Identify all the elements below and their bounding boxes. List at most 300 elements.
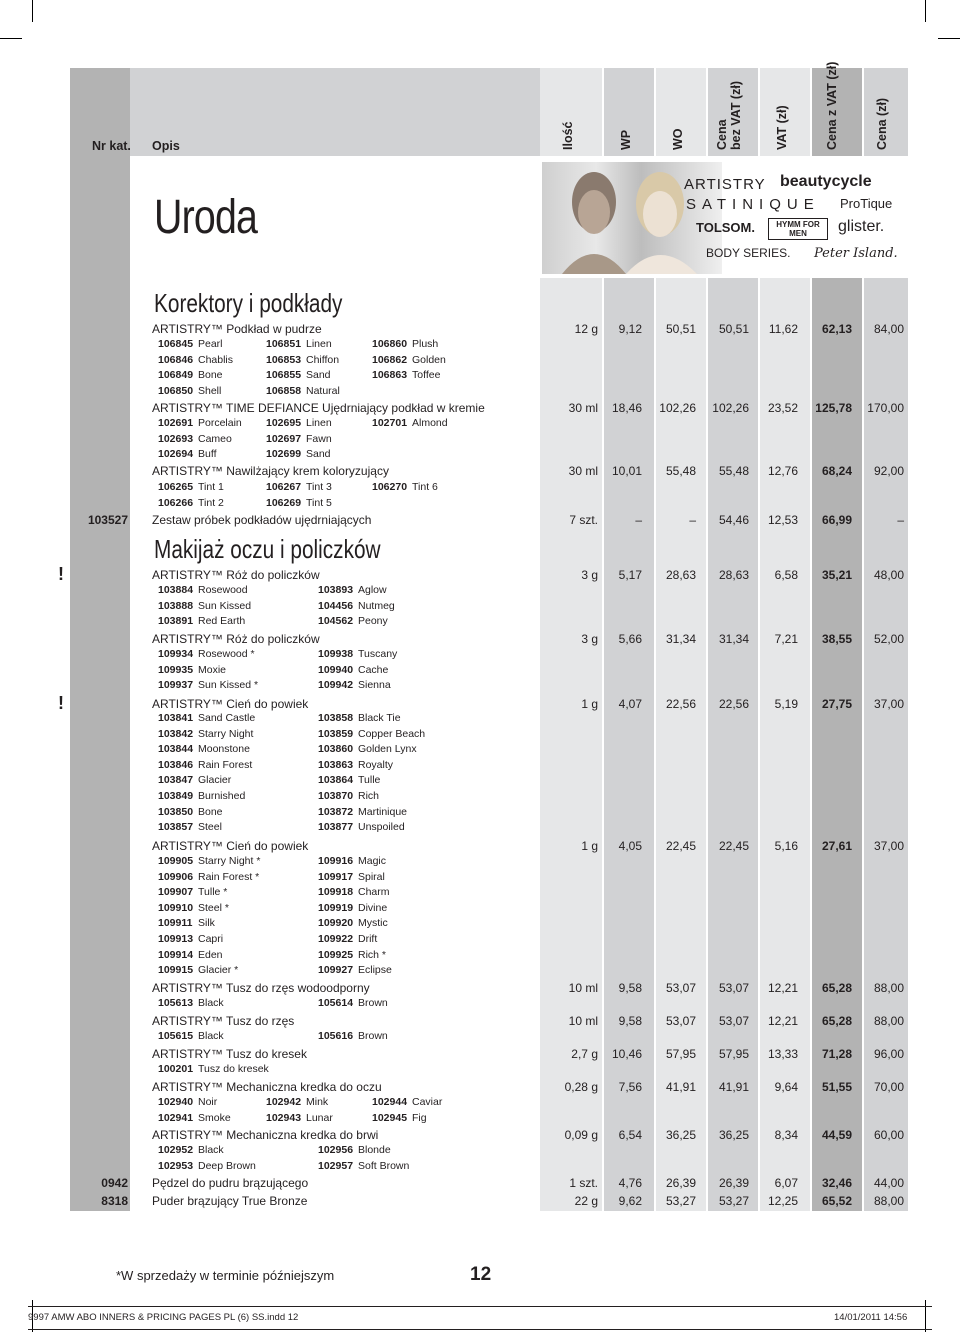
opis-header-bg — [130, 68, 540, 156]
shade-code: 105614 — [318, 997, 354, 1009]
warning-marker: ! — [58, 564, 64, 584]
product-wp: 5,17 — [618, 568, 642, 582]
shade-name: Unspoiled — [358, 821, 405, 834]
shade-code: 103872 — [318, 805, 354, 818]
brand-satinique: SATINIQUE — [686, 196, 820, 213]
product-wo: 53,07 — [665, 1014, 696, 1028]
product-gross: 68,24 — [821, 464, 852, 478]
product-wp: 10,46 — [611, 1047, 642, 1061]
shade-name: Eclipse — [358, 964, 392, 977]
shade-name: Mystic — [358, 917, 388, 930]
product-vat: 5,16 — [774, 839, 798, 853]
section-makijaz: Makijaż oczu i policzków — [154, 534, 381, 564]
product-wp: 6,54 — [618, 1128, 642, 1142]
shade-code: 109914 — [158, 948, 194, 961]
product-price: 44,00 — [873, 1176, 904, 1190]
shade-name: Tint 3 — [306, 481, 332, 493]
product-vat: 12,25 — [767, 1194, 798, 1208]
product-wo: 53,27 — [665, 1194, 696, 1208]
shade-name: Steel — [198, 821, 222, 834]
shade-name: Almond — [412, 417, 448, 429]
shade-name: Rain Forest — [198, 758, 253, 771]
product-vat: 13,33 — [767, 1047, 798, 1061]
product-name: ARTISTRY™ Cień do powiek — [152, 697, 309, 711]
shade-code: 102942 — [266, 1096, 302, 1108]
product-net: 22,56 — [718, 697, 749, 711]
shade-name: Sand Castle — [198, 712, 256, 724]
shade-name: Aglow — [358, 584, 387, 596]
product-gross: 66,99 — [821, 513, 852, 527]
brand-logos — [660, 162, 908, 274]
product-name: ARTISTRY™ Podkład w pudrze — [152, 322, 322, 336]
shade-code: 109922 — [318, 933, 354, 945]
shade-name: Bone — [198, 369, 223, 382]
shade-name: Sand — [306, 369, 331, 382]
warning-marker: ! — [58, 693, 64, 713]
shade-name: Tuscany — [358, 648, 398, 660]
slug-date: 14/01/2011 14:56 — [834, 1312, 908, 1323]
brand-peter-island: Peter Island. — [814, 246, 898, 261]
shade-code: 106849 — [158, 369, 194, 382]
shade-code: 102957 — [318, 1159, 354, 1172]
product-row — [0, 632, 960, 648]
shade-name: Brown — [358, 997, 388, 1009]
shade-code: 103849 — [158, 790, 194, 802]
shade-name: Natural — [306, 384, 340, 397]
shade-code: 109910 — [158, 901, 194, 914]
shade-name: Black Tie — [358, 712, 401, 724]
shade-code: 102956 — [318, 1144, 354, 1156]
brand-tolsom: TOLSOM. — [696, 220, 755, 235]
shade-code: 102693 — [158, 432, 194, 445]
product-row — [0, 1176, 960, 1192]
product-net: 54,46 — [718, 513, 749, 527]
shade-code: 104456 — [318, 599, 354, 612]
shade-code: 103847 — [158, 774, 194, 787]
product-row — [0, 697, 960, 713]
product-price: 170,00 — [867, 401, 904, 415]
product-net: 28,63 — [718, 568, 749, 582]
shade-name: Sun Kissed — [198, 599, 252, 612]
section-korektory: Korektory i podkłady — [154, 288, 343, 318]
brand-protique: ProTique — [840, 196, 893, 211]
product-wo: 31,34 — [665, 632, 696, 646]
shade-code: 103888 — [158, 599, 194, 612]
page-number: 12 — [470, 1264, 492, 1285]
product-price: 48,00 — [873, 568, 904, 582]
product-wp: 7,56 — [618, 1080, 642, 1094]
shade-code: 105615 — [158, 1030, 194, 1042]
product-qty: 30 ml — [568, 464, 598, 478]
shade-code: 106858 — [266, 384, 302, 397]
product-net: 41,91 — [718, 1080, 749, 1094]
shade-code: 102943 — [266, 1111, 302, 1124]
product-qty: 2,7 g — [571, 1047, 598, 1061]
product-gross: 32,46 — [821, 1176, 852, 1190]
shade-code: 105613 — [158, 997, 194, 1009]
shade-code: 103893 — [318, 584, 354, 596]
shade-code: 109916 — [318, 855, 354, 867]
shade-name: Drift — [358, 933, 378, 945]
shade-code: 103863 — [318, 758, 354, 771]
shade-code: 103877 — [318, 821, 354, 834]
shade-name: Linen — [306, 417, 332, 429]
shade-name: Smoke — [198, 1111, 231, 1124]
product-qty: 1 g — [581, 697, 598, 711]
shade-code: 109927 — [318, 964, 354, 977]
shade-code: 109940 — [318, 663, 354, 676]
shade-name: Tulle — [358, 774, 381, 787]
product-name: ARTISTRY™ Mechaniczna kredka do brwi — [152, 1128, 379, 1142]
product-wo: 50,51 — [665, 322, 696, 336]
header-ilosc: Ilość — [561, 121, 575, 150]
header-cena-bez-vat-2: bez VAT (zł) — [729, 81, 743, 150]
product-wp: 9,62 — [618, 1194, 642, 1208]
product-qty: 10 ml — [568, 981, 598, 995]
product-price: 84,00 — [873, 322, 904, 336]
shade-name: Tint 6 — [412, 481, 438, 493]
shade-name: Mink — [306, 1096, 329, 1108]
shade-name: Copper Beach — [358, 727, 426, 740]
product-price: – — [897, 513, 904, 527]
shade-code: 102952 — [158, 1144, 194, 1156]
product-row — [0, 568, 960, 584]
shade-code: 102697 — [266, 432, 302, 445]
product-name: ARTISTRY™ Róż do policzków — [152, 632, 320, 646]
page-title: Uroda — [154, 191, 258, 244]
product-gross: 71,28 — [821, 1047, 852, 1061]
product-wo: 28,63 — [665, 568, 696, 582]
shade-code: 103858 — [318, 712, 354, 724]
shade-code: 109907 — [158, 886, 194, 899]
product-gross: 65,28 — [821, 1014, 852, 1028]
shade-name: Rich * — [358, 948, 387, 961]
shade-name: Pearl — [198, 338, 223, 350]
shade-code: 109918 — [318, 886, 354, 899]
header-cena-bez-vat-1: Cena — [715, 119, 729, 150]
product-qty: 7 szt. — [569, 513, 598, 527]
shade-name: Glacier * — [198, 964, 239, 977]
product-price: 60,00 — [873, 1128, 904, 1142]
shade-code: 103842 — [158, 727, 194, 740]
shade-name: Moxie — [198, 663, 227, 676]
shade-code: 103844 — [158, 743, 194, 756]
shade-code: 106265 — [158, 481, 194, 493]
product-name: Pędzel do pudru brązującego — [152, 1176, 309, 1190]
shade-code: 106853 — [266, 353, 302, 366]
product-wo: 102,26 — [659, 401, 696, 415]
brand-glister: glister. — [838, 218, 885, 235]
shade-code: 106851 — [266, 338, 302, 350]
shade-code: 106862 — [372, 353, 408, 366]
product-vat: 23,52 — [767, 401, 798, 415]
shade-name: Nutmeg — [358, 599, 395, 612]
shade-code: 103860 — [318, 743, 354, 756]
product-name: Zestaw próbek podkładów ujędrniających — [152, 513, 372, 527]
shade-name: Porcelain — [198, 417, 242, 429]
product-name: ARTISTRY™ Tusz do kresek — [152, 1047, 307, 1061]
shade-code: 106845 — [158, 338, 194, 350]
shade-code: 109942 — [318, 679, 354, 692]
product-vat: 12,21 — [767, 1014, 798, 1028]
product-gross: 35,21 — [821, 568, 852, 582]
shade-code: 102941 — [158, 1111, 194, 1124]
shade-name: Tint 5 — [306, 496, 332, 509]
product-wo: 53,07 — [665, 981, 696, 995]
shade-code: 106860 — [372, 338, 408, 350]
product-qty: 12 g — [574, 322, 598, 336]
shade-code: 109917 — [318, 870, 354, 883]
product-name: ARTISTRY™ Tusz do rzęs wodoodporny — [152, 981, 370, 995]
shade-code: 102695 — [266, 417, 302, 429]
shade-code: 102694 — [158, 448, 194, 461]
shade-code: 109935 — [158, 663, 194, 676]
product-vat: 6,07 — [774, 1176, 798, 1190]
product-vat: 6,58 — [774, 568, 798, 582]
product-wo: 26,39 — [665, 1176, 696, 1190]
product-net: 53,07 — [718, 1014, 749, 1028]
shade-name: Brown — [358, 1030, 388, 1042]
product-row — [0, 981, 960, 997]
header-wo: WO — [671, 128, 685, 150]
product-gross: 65,52 — [821, 1194, 852, 1208]
product-price: 88,00 — [873, 1014, 904, 1028]
product-name: ARTISTRY™ Cień do powiek — [152, 839, 309, 853]
product-wo: – — [689, 513, 696, 527]
product-vat: 8,34 — [774, 1128, 798, 1142]
header-cena: Cena (zł) — [875, 97, 889, 150]
brand-artistry: ARTISTRY — [684, 176, 766, 193]
product-wp: 9,58 — [618, 981, 642, 995]
shade-code: 106863 — [372, 369, 408, 382]
shade-name: Caviar — [412, 1096, 443, 1108]
product-net: 55,48 — [718, 464, 749, 478]
product-wo: 22,45 — [665, 839, 696, 853]
product-net: 36,25 — [718, 1128, 749, 1142]
footnote: *W sprzedaży w terminie późniejszym — [116, 1268, 335, 1283]
product-price: 37,00 — [873, 697, 904, 711]
shade-code: 102691 — [158, 417, 194, 429]
shade-code: 109915 — [158, 964, 194, 977]
shade-code: 109919 — [318, 901, 354, 914]
product-row — [0, 322, 960, 338]
shade-code: 102953 — [158, 1159, 194, 1172]
product-name: ARTISTRY™ TIME DEFIANCE Ujędrniający podkład w kremie — [152, 401, 485, 415]
shade-code: 106269 — [266, 496, 302, 509]
shade-code: 109937 — [158, 679, 194, 692]
product-row — [0, 1014, 960, 1030]
shade-code: 103857 — [158, 821, 194, 834]
product-gross: 27,75 — [821, 697, 852, 711]
shade-name: Fig — [412, 1111, 427, 1124]
product-wp: 9,12 — [618, 322, 642, 336]
product-wo: 57,95 — [665, 1047, 696, 1061]
brand-body-series: BODY SERIES. — [706, 246, 791, 260]
shade-name: Red Earth — [198, 615, 246, 628]
product-vat: 12,53 — [767, 513, 798, 527]
shade-name: Deep Brown — [198, 1159, 256, 1172]
shade-name: Silk — [198, 917, 215, 930]
shade-code: 103884 — [158, 584, 194, 596]
product-name: Puder brązujący True Bronze — [152, 1194, 308, 1208]
shade-code: 104562 — [318, 615, 354, 628]
shade-code: 103864 — [318, 774, 354, 787]
product-name: ARTISTRY™ Nawilżający krem koloryzujący — [152, 464, 389, 478]
product-row — [0, 1128, 960, 1144]
shade-name: Plush — [412, 338, 439, 350]
shade-name: Bone — [198, 805, 223, 818]
product-net: 53,07 — [718, 981, 749, 995]
product-price: 52,00 — [873, 632, 904, 646]
product-vat: 5,19 — [774, 697, 798, 711]
product-wp: 18,46 — [611, 401, 642, 415]
shade-name: Blonde — [358, 1144, 391, 1156]
shade-code: 106267 — [266, 481, 302, 493]
shade-code: 106846 — [158, 353, 194, 366]
product-vat: 7,21 — [774, 632, 798, 646]
product-nr: 0942 — [101, 1176, 128, 1190]
shade-code: 102945 — [372, 1111, 408, 1124]
shade-code: 109938 — [318, 648, 354, 660]
shade-name: Moonstone — [198, 743, 250, 756]
shade-name: Tusz do kresek — [198, 1063, 269, 1075]
product-price: 92,00 — [873, 464, 904, 478]
shade-name: Charm — [358, 886, 390, 899]
product-wo: 41,91 — [665, 1080, 696, 1094]
crop-mark — [938, 38, 960, 39]
product-row — [0, 839, 960, 855]
shade-name: Tint 2 — [198, 496, 224, 509]
shade-code: 103846 — [158, 758, 194, 771]
shade-name: Soft Brown — [358, 1159, 410, 1172]
product-qty: 0,09 g — [564, 1128, 598, 1142]
product-qty: 10 ml — [568, 1014, 598, 1028]
shade-code: 109934 — [158, 648, 194, 660]
shade-name: Golden Lynx — [358, 743, 417, 756]
product-gross: 125,78 — [815, 401, 852, 415]
header-opis: Opis — [152, 139, 180, 153]
product-qty: 3 g — [581, 632, 598, 646]
product-qty: 0,28 g — [564, 1080, 598, 1094]
product-nr: 8318 — [101, 1194, 128, 1208]
product-name: ARTISTRY™ Tusz do rzęs — [152, 1014, 295, 1028]
header-cena-z-vat: Cena z VAT (zł) — [825, 61, 839, 150]
product-vat: 9,64 — [774, 1080, 798, 1094]
shade-name: Lunar — [306, 1111, 333, 1124]
shade-name: Rosewood * — [198, 648, 255, 660]
product-row — [0, 513, 960, 529]
shade-name: Black — [198, 1144, 224, 1156]
shade-name: Tint 1 — [198, 481, 224, 493]
shade-name: Starry Night — [198, 727, 254, 740]
shade-code: 105616 — [318, 1030, 354, 1042]
shade-name: Glacier — [198, 774, 232, 787]
shade-name: Spiral — [358, 870, 385, 883]
shade-code: 109911 — [158, 917, 193, 930]
shade-code: 102944 — [372, 1096, 408, 1108]
shade-name: Shell — [198, 384, 222, 397]
shade-name: Chablis — [198, 353, 234, 366]
product-gross: 65,28 — [821, 981, 852, 995]
shade-code: 109905 — [158, 855, 194, 867]
shade-name: Rain Forest * — [198, 870, 260, 883]
shade-code: 102701 — [372, 417, 408, 429]
shade-name: Sun Kissed * — [198, 679, 259, 692]
shade-name: Cache — [358, 663, 389, 676]
product-qty: 30 ml — [568, 401, 598, 415]
brand-beautycycle: beautycycle — [780, 173, 872, 190]
product-wp: 4,76 — [618, 1176, 642, 1190]
product-net: 22,45 — [718, 839, 749, 853]
product-price: 88,00 — [873, 1194, 904, 1208]
shade-code: 106850 — [158, 384, 194, 397]
product-wp: – — [635, 513, 642, 527]
product-gross: 44,59 — [821, 1128, 852, 1142]
product-net: 53,27 — [718, 1194, 749, 1208]
product-gross: 38,55 — [821, 632, 852, 646]
shade-name: Royalty — [358, 758, 394, 771]
product-price: 70,00 — [873, 1080, 904, 1094]
product-wo: 55,48 — [665, 464, 696, 478]
product-gross: 51,55 — [821, 1080, 852, 1094]
product-net: 57,95 — [718, 1047, 749, 1061]
product-wp: 5,66 — [618, 632, 642, 646]
product-gross: 62,13 — [821, 322, 852, 336]
shade-name: Burnished — [198, 790, 246, 802]
shade-name: Sienna — [358, 679, 391, 692]
product-vat: 12,76 — [767, 464, 798, 478]
shade-name: Rosewood — [198, 584, 248, 596]
product-vat: 11,62 — [768, 322, 798, 336]
header-wp: WP — [619, 129, 633, 150]
shade-code: 102699 — [266, 448, 302, 461]
product-wo: 22,56 — [665, 697, 696, 711]
product-net: 26,39 — [718, 1176, 749, 1190]
shade-name: Chiffon — [306, 353, 340, 366]
shade-name: Martinique — [358, 805, 408, 818]
shade-code: 103859 — [318, 727, 354, 740]
product-price: 96,00 — [873, 1047, 904, 1061]
shade-code: 106266 — [158, 496, 194, 509]
product-wp: 4,07 — [618, 697, 642, 711]
shade-code: 109906 — [158, 870, 194, 883]
header-vat: VAT (zł) — [775, 105, 789, 150]
product-gross: 27,61 — [821, 839, 852, 853]
product-row — [0, 1080, 960, 1096]
product-row — [0, 1194, 960, 1210]
shade-code: 106270 — [372, 481, 408, 493]
product-qty: 1 szt. — [569, 1176, 598, 1190]
shade-name: Black — [198, 997, 224, 1009]
product-name: ARTISTRY™ Mechaniczna kredka do oczu — [152, 1080, 382, 1094]
product-qty: 3 g — [581, 568, 598, 582]
product-net: 50,51 — [718, 322, 749, 336]
shade-code: 103891 — [158, 615, 194, 628]
shade-code: 109925 — [318, 948, 354, 961]
shade-code: 100201 — [158, 1063, 194, 1075]
shade-name: Cameo — [198, 432, 232, 445]
product-row — [0, 401, 960, 417]
shade-name: Eden — [198, 948, 223, 961]
shade-name: Capri — [198, 933, 224, 945]
product-vat: 12,21 — [767, 981, 798, 995]
product-row — [0, 464, 960, 480]
shade-name: Rich — [358, 790, 380, 802]
shade-name: Steel * — [198, 901, 229, 914]
shade-name: Divine — [358, 901, 388, 914]
shade-name: Sand — [306, 448, 331, 461]
product-net: 102,26 — [712, 401, 749, 415]
